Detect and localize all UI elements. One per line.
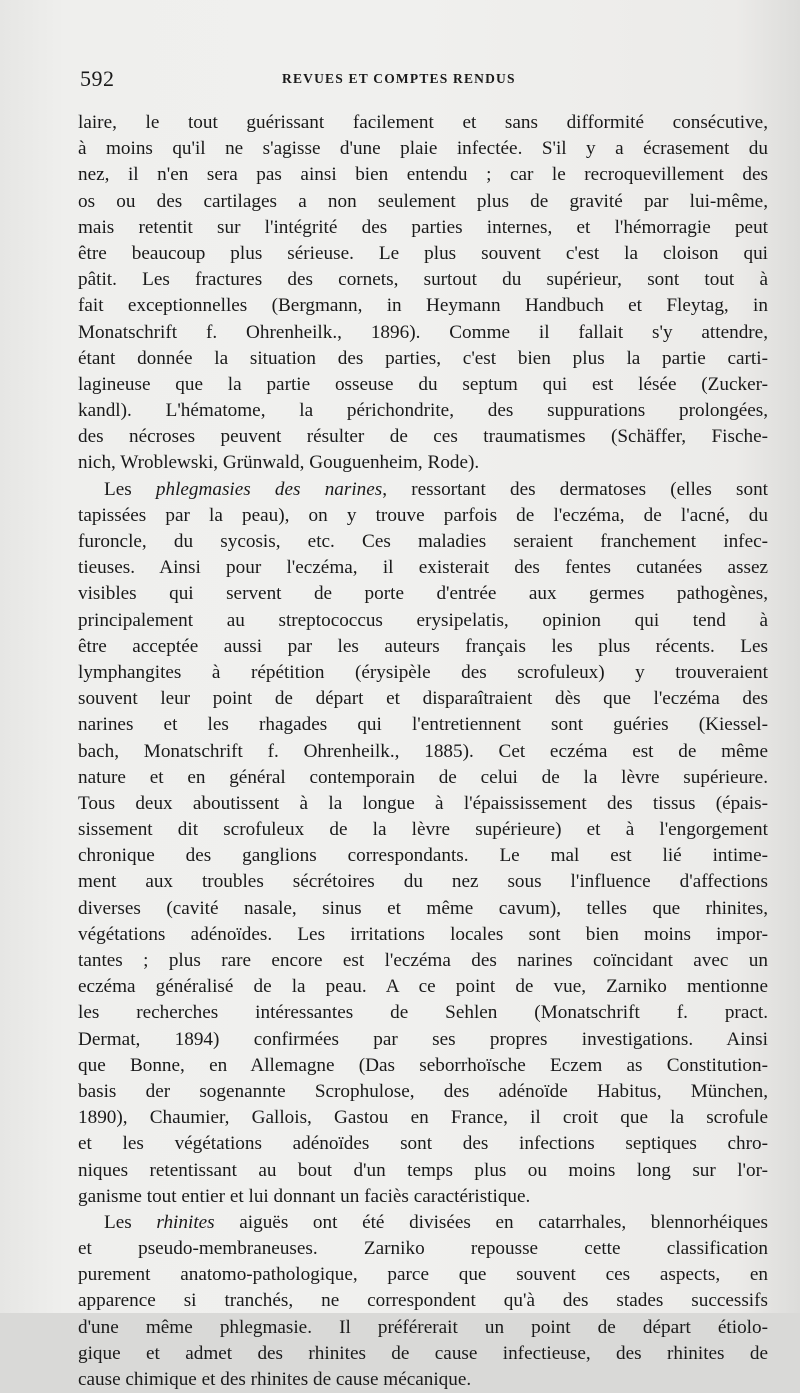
text-line: les recherches intéressantes de Sehlen (Monatschrift f. pract.	[78, 1002, 768, 1024]
text-line: 1890), Chaumier, Gallois, Gastou en France, il croit que la scrofule	[78, 1107, 768, 1129]
text-line: lagineuse que la partie osseuse du septum qui est lésée (Zucker-	[78, 373, 768, 395]
text-line: purement anatomo-pathologique, parce que souvent ces aspects, en	[78, 1264, 768, 1286]
text-line: Monatschrift f. Ohrenheilk., 1896). Comme il fallait s'y attendre,	[78, 321, 768, 343]
text-line: basis der sogenannte Scrophulose, des adénoïde Habitus, München,	[78, 1080, 768, 1102]
line-text-after: , ressortant des dermatoses (elles sont	[382, 478, 768, 500]
text-line: kandl). L'hématome, la périchondrite, des suppurations prolongées,	[78, 400, 768, 422]
italic-term: rhinites	[156, 1211, 215, 1233]
text-line: que Bonne, en Allemagne (Das seborrhoïsche Eczem as Constitution-	[78, 1054, 768, 1076]
text-line: laire, le tout guérissant facilement et sans difformité consécutive,	[78, 112, 768, 133]
text-line: os ou des cartilages a non seulement plus de gravité par lui-même,	[78, 190, 768, 212]
text-line: apparence si tranchés, ne correspondent qu'à des stades successifs	[78, 1290, 768, 1312]
line-text-after: aiguës ont été divisées en catarrhales, blennorhéiques	[214, 1211, 768, 1233]
text-line: visibles qui servent de porte d'entrée aux germes pathogènes,	[78, 583, 768, 605]
text-line: d'une même phlegmasie. Il préférerait un point de départ étiolo-	[78, 1316, 768, 1338]
text-line: nature et en général contemporain de celui de la lèvre supérieure.	[78, 766, 768, 788]
paragraph-start-line	[78, 477, 768, 503]
running-head: REVUES ET COMPTES RENDUS	[282, 71, 516, 86]
text-line: être beaucoup plus sérieuse. Le plus souvent c'est la cloison qui	[78, 242, 768, 264]
text-line: nez, il n'en sera pas ainsi bien entendu ; car le recroquevillement des	[78, 164, 768, 186]
text-line: tapissées par la peau), on y trouve parfois de l'eczéma, de l'acné, du	[78, 504, 768, 526]
text-line: tieuses. Ainsi pour l'eczéma, il existerait des fentes cutanées assez	[78, 557, 768, 579]
text-line: végétations adénoïdes. Les irritations locales sont bien moins impor-	[78, 923, 768, 945]
text-line: mais retentit sur l'intégrité des parties internes, et l'hémorragie peut	[78, 216, 768, 238]
page-header	[80, 66, 780, 96]
text-line: gique et admet des rhinites de cause infectieuse, des rhinites de	[78, 1342, 768, 1364]
text-line: nich, Wroblewski, Grünwald, Gouguenheim, Rode).	[78, 452, 480, 474]
text-line: ment aux troubles sécrétoires du nez sous l'influence d'affections	[78, 871, 768, 893]
text-line: bach, Monatschrift f. Ohrenheilk., 1885). Cet eczéma est de même	[78, 740, 768, 762]
body-text	[78, 110, 768, 1393]
text-line: fait exceptionnelles (Bergmann, in Heymann Handbuch et Fleytag, in	[78, 295, 768, 317]
text-line: narines et les rhagades qui l'entretiennent sont guéries (Kiessel-	[78, 714, 768, 736]
line-text-before: Les	[104, 478, 156, 500]
paragraph-start-line	[78, 1210, 768, 1236]
text-line: furoncle, du sycosis, etc. Ces maladies seraient franchement infec-	[78, 531, 768, 552]
text-line: Dermat, 1894) confirmées par ses propres investigations. Ainsi	[78, 1028, 768, 1050]
italic-term: phlegmasies des narines	[155, 478, 383, 500]
text-line: à moins qu'il ne s'agisse d'une plaie infectée. S'il y a écrasement du	[78, 138, 768, 160]
text-line: principalement au streptococcus erysipelatis, opinion qui tend à	[78, 609, 768, 631]
text-line: pâtit. Les fractures des cornets, surtout du supérieur, sont tout à	[78, 269, 768, 291]
text-line: chronique des ganglions correspondants. Le mal est lié intime-	[78, 845, 768, 867]
text-line: lymphangites à répétition (érysipèle des scrofuleux) y trouveraient	[78, 661, 768, 683]
text-line: eczéma généralisé de la peau. A ce point de vue, Zarniko mentionne	[78, 976, 768, 998]
text-line: souvent leur point de départ et disparaîtraient dès que l'eczéma des	[78, 688, 768, 710]
text-line: et pseudo-membraneuses. Zarniko repousse cette classification	[78, 1238, 768, 1260]
text-line: ganisme tout entier et lui donnant un faciès caractéristique.	[78, 1185, 531, 1207]
text-line: Tous deux aboutissent à la longue à l'épaississement des tissus (épais-	[78, 792, 768, 814]
text-line: cause chimique et des rhinites de cause mécanique.	[78, 1369, 472, 1390]
text-line: sissement dit scrofuleux de la lèvre supérieure) et à l'engorgement	[78, 819, 768, 841]
text-line: étant donnée la situation des parties, c'est bien plus la partie carti-	[78, 347, 768, 369]
line-text-before: Les	[104, 1211, 157, 1233]
text-line: et les végétations adénoïdes sont des infections septiques chro-	[78, 1133, 768, 1155]
text-line: des nécroses peuvent résulter de ces traumatismes (Schäffer, Fische-	[78, 426, 768, 448]
page-number: 592	[80, 66, 115, 91]
text-line: niques retentissant au bout d'un temps plus ou moins long sur l'or-	[78, 1159, 768, 1181]
text-line: tantes ; plus rare encore est l'eczéma des narines coïncidant avec un	[78, 950, 768, 971]
text-line: diverses (cavité nasale, sinus et même cavum), telles que rhinites,	[78, 897, 768, 919]
text-line: être acceptée aussi par les auteurs français les plus récents. Les	[78, 635, 768, 657]
